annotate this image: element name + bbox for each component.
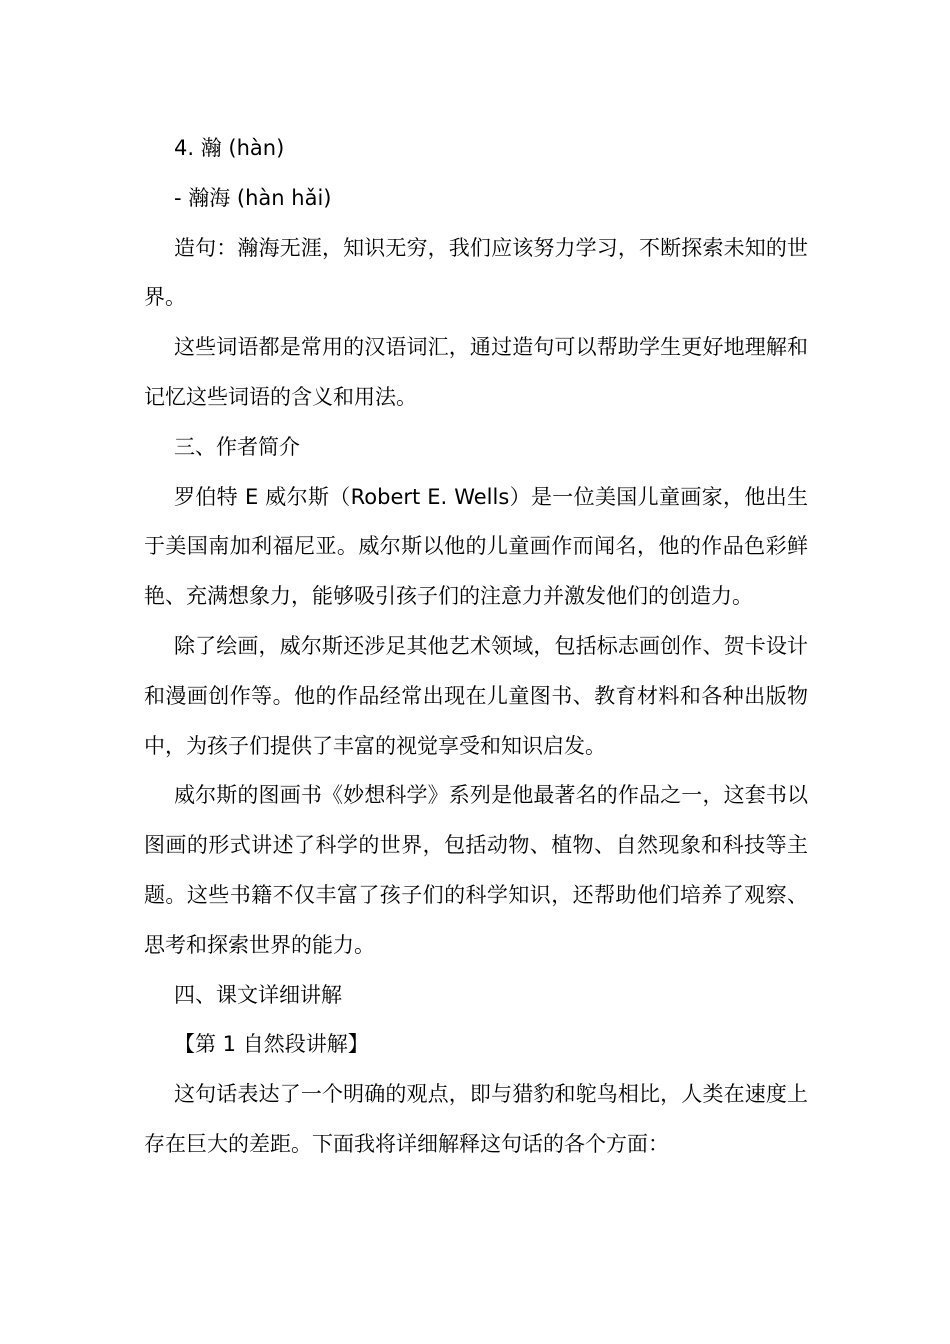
author-paragraph-1: 罗伯特 E 威尔斯（Robert E. Wells）是一位美国儿童画家，他出生于美国南加利福尼亚。威尔斯以他的儿童画作而闻名，他的作品色彩鲜艳、充满想象力，能够吸引孩子们的注意力并激发他们的创造力。 <box>144 484 808 609</box>
summary-paragraph: 这些词语都是常用的汉语词汇，通过造句可以帮助学生更好地理解和记忆这些词语的含义和用法。 <box>144 335 808 409</box>
example-sentence: 造句：瀚海无涯，知识无穷，我们应该努力学习，不断探索未知的世界。 <box>144 235 808 310</box>
author-paragraph-3: 威尔斯的图画书《妙想科学》系列是他最著名的作品之一，这套书以图画的形式讲述了科学的世界，包括动物、植物、自然现象和科技等主题。这些书籍不仅丰富了孩子们的科学知识，还帮助他们培养了观察、思考和探索世界的能力。 <box>144 783 808 957</box>
document-body <box>144 124 808 1170</box>
subsection-heading: 【第 1 自然段讲解】 <box>174 1032 369 1057</box>
list-item-word: - 瀚海 (hàn hǎi) <box>174 185 332 210</box>
section-heading-lesson: 四、课文详细讲解 <box>174 982 342 1007</box>
section-heading-author: 三、作者简介 <box>174 434 300 459</box>
lesson-paragraph: 这句话表达了一个明确的观点，即与猎豹和鸵鸟相比，人类在速度上存在巨大的差距。下面我将详细解释这句话的各个方面： <box>144 1082 808 1156</box>
author-paragraph-2: 除了绘画，威尔斯还涉足其他艺术领域，包括标志画创作、贺卡设计和漫画创作等。他的作品经常出现在儿童图书、教育材料和各种出版物中，为孩子们提供了丰富的视觉享受和知识启发。 <box>144 633 808 758</box>
list-item-heading: 4. 瀚 (hàn) <box>174 136 285 160</box>
